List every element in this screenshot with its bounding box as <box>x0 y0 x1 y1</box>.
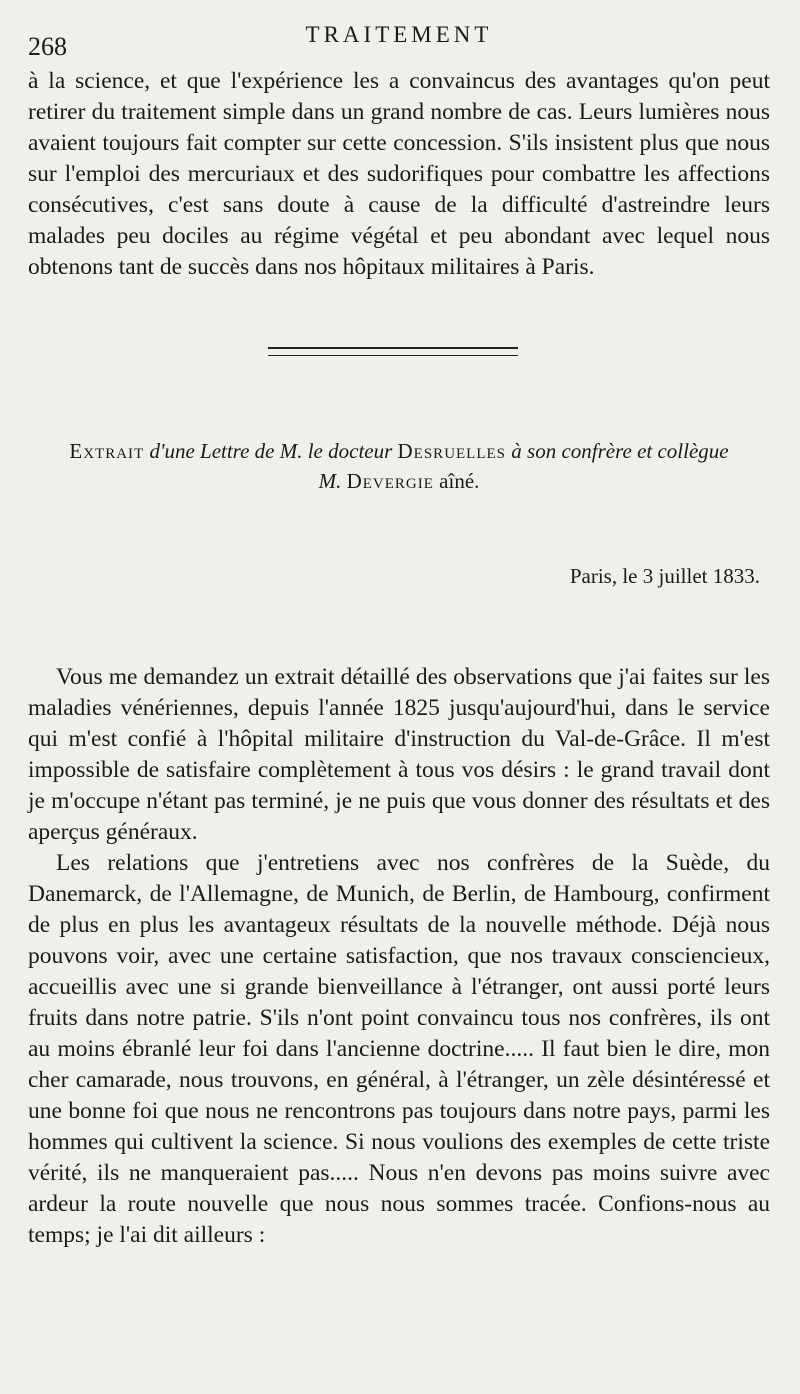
running-title: TRAITEMENT <box>305 22 493 47</box>
section-divider-rule <box>268 347 518 356</box>
letter-dateline: Paris, le 3 juillet 1833. <box>569 564 760 588</box>
extract-heading <box>28 436 770 496</box>
extract-heading-part: aîné. <box>433 469 480 493</box>
top-paragraph <box>28 66 770 283</box>
extract-heading-part: d'une Lettre de M. le docteur <box>144 439 398 463</box>
extract-heading-part: à son confrère et collègue <box>506 439 729 463</box>
letter-paragraph-1: Vous me demandez un extrait détaillé des observations que j'ai faites sur les maladies vénériennes, depuis l'année 1825 jusqu'aujourd'hui, dans le service qui m'est confié à l'hôpital militaire d'instruction du Val-de-Grâce. Il m'est impossible de satisfaire complètement à tous vos désirs : le grand travail dont je m'occupe n'étant pas terminé, je ne puis que vous donner des résultats et des aperçus généraux. <box>28 664 770 845</box>
letter-paragraph-2: Les relations que j'entretiens avec nos confrères de la Suède, du Danemarck, de l'Allemagne, de Munich, de Berlin, de Hambourg, confirment de plus en plus les avantageux résultats de la nouvelle méthode. Déjà nous pouvons voir, avec une certaine satisfaction, que nos travaux consciencieux, accueillis avec une si grande bienveillance à l'étranger, ont aussi porté leurs fruits dans notre patrie. S'ils n'ont point convaincu tous nos confrères, ils ont au moins ébranlé leur foi dans l'ancienne doctrine..... Il faut bien le dire, mon cher camarade, nous trouvons, en général, à l'étranger, un zèle désintéressé et une bonne foi que nous ne rencontrons pas toujours dans notre pays, parmi les hommes qui cultivent la science. Si nous voulions des exemples de cette triste vérité, ils ne manqueraient pas..... Nous n'en devons pas moins suivre avec ardeur la route nouvelle que nous nous sommes tracée. Confions-nous au temps; je l'ai dit ailleurs : <box>28 850 770 1248</box>
top-paragraph-text: à la science, et que l'expérience les a convaincus des avantages qu'on peut retirer du traitement simple dans un grand nombre de cas. Leurs lumières nous avaient toujours fait compter sur cette concession. S'ils insistent plus que nous sur l'emploi des mercuriaux et des sudorifiques pour combattre les affections consécutives, c'est sans doute à cause de la difficulté d'astreindre leurs malades peu dociles au régime végétal et peu abondant avec lequel nous obtenons tant de succès dans nos hôpitaux militaires à Paris. <box>28 68 770 280</box>
extract-label: Extrait <box>69 439 145 463</box>
letter-body <box>28 662 770 1251</box>
extract-heading-part: M. <box>318 469 347 493</box>
recipient-name: Devergie <box>346 469 434 493</box>
author-name: Desruelles <box>397 439 507 463</box>
page-number: 268 <box>28 32 67 61</box>
page-header <box>28 22 770 62</box>
